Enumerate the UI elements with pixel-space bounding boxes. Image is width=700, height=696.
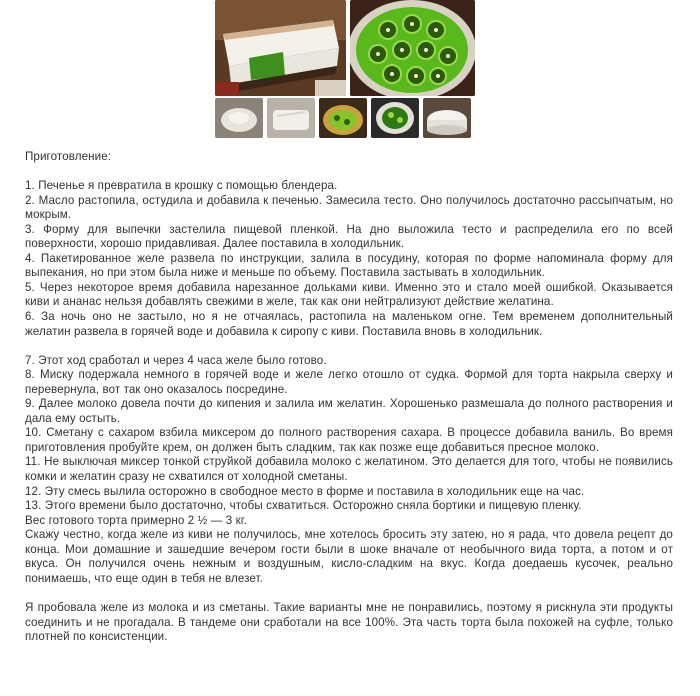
kiwi-jelly-bowl-photo[interactable] [350,0,475,96]
closing-paragraph: Я пробовала желе из молока и из сметаны. Такие варианты мне не понравились, поэтому я рискнула эти продукты соединить и не прогадала. В тандеме они сработали на все 100%. Эта часть торта была похожей на суфле, только плотней по консистенции. [25,600,673,644]
step-1-thumbnail[interactable] [215,98,263,138]
step-5: 5. Через некоторое время добавила нарезанное дольками киви. Именно это и стало моей ошибкой. Оказывается киви и ананас нельзя добавлять свежими в желе, так как они нейтрализуют действие желатина. [25,280,673,309]
author-impression: Скажу честно, когда желе из киви не получилось, мне хотелось бросить эту затею, но я рада, что довела рецепт до конца. Мои домашние и зашедшие вечером гости были в шоке вначале от необычного вида торта, а потом и от вкуса. Он получился очень нежным и воздушным, кисло-сладким на вкус. Когда доедаешь кусочек, реально понимаешь, что еще один в тебя не влезет. [25,528,673,585]
step-9: 9. Далее молоко довела почти до кипения и залила им желатин. Хорошенько размешала до полного растворения и дала ему остыть. [25,397,673,425]
step-10: 10. Сметану с сахаром взбила миксером до полного растворения сахара. В процессе добавила ваниль. Во время приготовления пробуйте крем, он должен быть сладким, так как позже еще добавиться пресное молоко. [25,426,673,454]
step-12: 12. Эту смесь вылила осторожно в свободное место в форме и поставила в холодильник еще на час. [25,484,585,498]
main-photos [215,0,475,96]
step-4-thumbnail[interactable] [371,98,419,138]
recipe-article [25,150,673,645]
step-8: 8. Миску подержала немного в горячей воде и желе легко отошло от судка. Формой для торта накрыла сверху и перевернула, вот так оно оказалось посредине. [25,368,673,396]
cake-slice-photo[interactable] [215,0,346,96]
step-7: 7. Этот ход сработал и через 4 часа желе было готово. [25,353,327,367]
step-5-thumbnail[interactable] [423,98,471,138]
step-2-thumbnail[interactable] [267,98,315,138]
cake-weight: Вес готового торта примерно 2 ½ — 3 кг. [25,513,247,527]
step-3: 3. Форму для выпечки застелила пищевой пленкой. На дно выложила тесто и распределила его по всей поверхности, хорошо придавливая. Далее поставила в холодильник. [25,222,673,251]
step-13: 13. Этого времени было достаточно, чтобы схватиться. Осторожно сняла бортики и пищевую пленку. [25,499,582,513]
step-4: 4. Пакетированное желе развела по инструкции, залила в посудину, которая по форме напоминала форму для выпекания, но при этом была ниже и меньше по объему. Поставила застывать в холодильник. [25,251,673,280]
step-2: 2. Масло растопила, остудила и добавила к печенью. Замесила тесто. Оно получилось достаточно рассыпчатым, но мокрым. [25,193,673,222]
step-1: 1. Печенье я превратила в крошку с помощью блендера. [25,179,338,193]
step-11: 11. Не выключая миксер тонкой струйкой добавила молоко с желатином. Это делается для того, чтобы не появились комки и желатин сразу не схватился от холодной сметаны. [25,455,673,484]
step-6: 6. За ночь оно не застыло, но я не отчаялась, растопила на маленьком огне. Тем временем дополнительный желатин развела в горячей воде и добавила к сиропу с киви. Поставила вновь в холодильник. [25,310,673,338]
thumbnail-strip [215,98,475,138]
step-3-thumbnail[interactable] [319,98,367,138]
section-heading: Приготовление: [25,150,112,163]
